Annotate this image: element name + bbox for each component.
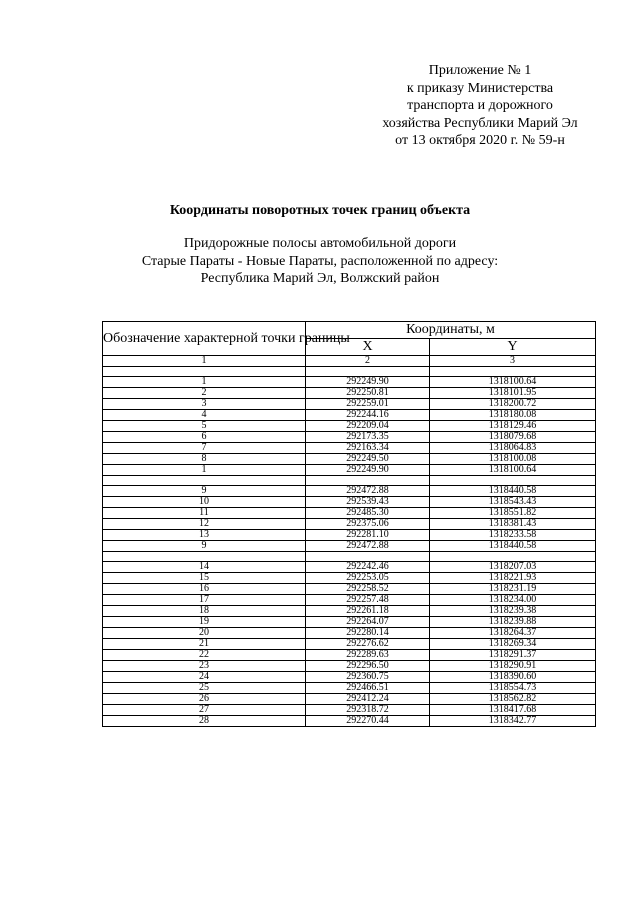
x-coordinate-cell: 292253.05 (306, 573, 430, 584)
point-number-cell: 4 (103, 410, 306, 421)
x-coordinate-cell: 292209.04 (306, 421, 430, 432)
table-row (103, 595, 596, 606)
point-number-cell: 9 (103, 541, 306, 552)
table-row (103, 497, 596, 508)
table-row (103, 716, 596, 727)
y-coordinate-cell: 1318440.58 (430, 541, 596, 552)
group-separator-row (103, 552, 596, 562)
table-row (103, 399, 596, 410)
point-number-cell: 26 (103, 694, 306, 705)
point-number-cell: 1 (103, 377, 306, 388)
separator-cell (306, 552, 430, 562)
point-number-cell: 1 (103, 465, 306, 476)
table-row (103, 432, 596, 443)
x-coordinate-cell: 292242.46 (306, 562, 430, 573)
separator-cell (306, 367, 430, 377)
x-coordinate-cell: 292472.88 (306, 541, 430, 552)
y-coordinate-cell: 1318342.77 (430, 716, 596, 727)
y-coordinate-cell: 1318290.91 (430, 661, 596, 672)
table-row (103, 584, 596, 595)
y-coordinate-cell: 1318264.37 (430, 628, 596, 639)
y-coordinate-cell: 1318180.08 (430, 410, 596, 421)
x-coordinate-cell: 292264.07 (306, 617, 430, 628)
point-number-cell: 17 (103, 595, 306, 606)
y-coordinate-cell: 1318381.43 (430, 519, 596, 530)
separator-cell (306, 476, 430, 486)
x-coordinate-cell: 292173.35 (306, 432, 430, 443)
coordinates-table (102, 321, 596, 727)
table-row (103, 443, 596, 454)
table-row (103, 530, 596, 541)
table-row (103, 465, 596, 476)
x-coordinate-cell: 292296.50 (306, 661, 430, 672)
table-row (103, 672, 596, 683)
x-coordinate-cell: 292360.75 (306, 672, 430, 683)
point-number-cell: 2 (103, 388, 306, 399)
separator-cell (103, 476, 306, 486)
point-number-cell: 6 (103, 432, 306, 443)
x-coordinate-cell: 292375.06 (306, 519, 430, 530)
point-number-cell: 15 (103, 573, 306, 584)
table-row (103, 410, 596, 421)
point-number-cell: 7 (103, 443, 306, 454)
appendix-line: хозяйства Республики Марий Эл (382, 115, 578, 131)
point-number-cell: 3 (103, 399, 306, 410)
table-row (103, 661, 596, 672)
point-number-cell: 20 (103, 628, 306, 639)
separator-cell (103, 552, 306, 562)
separator-cell (430, 476, 596, 486)
x-coordinate-cell: 292270.44 (306, 716, 430, 727)
x-coordinate-cell: 292318.72 (306, 705, 430, 716)
x-coordinate-cell: 292257.48 (306, 595, 430, 606)
point-number-cell: 11 (103, 508, 306, 519)
y-coordinate-cell: 1318129.46 (430, 421, 596, 432)
y-coordinate-cell: 1318551.82 (430, 508, 596, 519)
table-row (103, 573, 596, 584)
group-separator-row (103, 476, 596, 486)
x-coordinate-cell: 292276.62 (306, 639, 430, 650)
point-number-cell: 16 (103, 584, 306, 595)
table-row (103, 421, 596, 432)
point-number-cell: 27 (103, 705, 306, 716)
object-description (0, 235, 640, 288)
point-number-cell: 5 (103, 421, 306, 432)
appendix-note (330, 62, 630, 150)
subtitle-line: Придорожные полосы автомобильной дороги (183, 236, 457, 251)
table-row (103, 639, 596, 650)
x-column-header: X (306, 339, 430, 356)
y-coordinate-cell: 1318100.08 (430, 454, 596, 465)
appendix-line: транспорта и дорожного (407, 98, 553, 113)
y-coordinate-cell: 1318440.58 (430, 486, 596, 497)
y-coordinate-cell: 1318079.68 (430, 432, 596, 443)
y-coordinate-cell: 1318417.68 (430, 705, 596, 716)
table-row (103, 683, 596, 694)
table-row (103, 606, 596, 617)
point-number-cell: 12 (103, 519, 306, 530)
point-number-cell: 24 (103, 672, 306, 683)
y-coordinate-cell: 1318390.60 (430, 672, 596, 683)
subtitle-line: Старые Параты - Новые Параты, расположенной по адресу: (141, 253, 499, 269)
table-row (103, 486, 596, 497)
table-row (103, 617, 596, 628)
table-row (103, 628, 596, 639)
x-coordinate-cell: 292539.43 (306, 497, 430, 508)
point-number-cell: 22 (103, 650, 306, 661)
coordinates-column-header: Координаты, м (306, 322, 596, 339)
document-title: Координаты поворотных точек границ объекта (169, 203, 471, 218)
table-row (103, 541, 596, 552)
point-number-cell: 23 (103, 661, 306, 672)
x-coordinate-cell: 292249.50 (306, 454, 430, 465)
x-coordinate-cell: 292249.90 (306, 465, 430, 476)
y-coordinate-cell: 1318239.88 (430, 617, 596, 628)
point-number-cell: 9 (103, 486, 306, 497)
appendix-line: от 13 октября 2020 г. № 59-н (395, 133, 565, 148)
x-coordinate-cell: 292249.90 (306, 377, 430, 388)
point-number-cell: 8 (103, 454, 306, 465)
y-coordinate-cell: 1318231.19 (430, 584, 596, 595)
y-coordinate-cell: 1318234.00 (430, 595, 596, 606)
y-coordinate-cell: 1318100.64 (430, 377, 596, 388)
point-number-cell: 21 (103, 639, 306, 650)
y-coordinate-cell: 1318233.58 (430, 530, 596, 541)
point-number-cell: 18 (103, 606, 306, 617)
separator-cell (103, 367, 306, 377)
y-coordinate-cell: 1318101.95 (430, 388, 596, 399)
table-row (103, 388, 596, 399)
table-row (103, 705, 596, 716)
x-coordinate-cell: 292412.24 (306, 694, 430, 705)
y-coordinate-cell: 1318291.37 (430, 650, 596, 661)
table-row (103, 694, 596, 705)
y-coordinate-cell: 1318200.72 (430, 399, 596, 410)
separator-cell (430, 552, 596, 562)
x-coordinate-cell: 292250.81 (306, 388, 430, 399)
x-coordinate-cell: 292281.10 (306, 530, 430, 541)
x-coordinate-cell: 292163.34 (306, 443, 430, 454)
y-coordinate-cell: 1318221.93 (430, 573, 596, 584)
x-coordinate-cell: 292280.14 (306, 628, 430, 639)
table-body (103, 367, 596, 727)
y-coordinate-cell: 1318562.82 (430, 694, 596, 705)
subtitle-line: Республика Марий Эл, Волжский район (200, 271, 440, 286)
point-number-cell: 28 (103, 716, 306, 727)
y-coordinate-cell: 1318100.64 (430, 465, 596, 476)
table-row (103, 650, 596, 661)
appendix-line: Приложение № 1 (428, 63, 532, 78)
x-coordinate-cell: 292472.88 (306, 486, 430, 497)
x-coordinate-cell: 292485.30 (306, 508, 430, 519)
y-coordinate-cell: 1318239.38 (430, 606, 596, 617)
point-column-header: Обозначение характерной точки границы (103, 322, 306, 356)
y-coordinate-cell: 1318543.43 (430, 497, 596, 508)
y-coordinate-cell: 1318269.34 (430, 639, 596, 650)
appendix-line: к приказу Министерства (406, 80, 554, 96)
y-coordinate-cell: 1318064.83 (430, 443, 596, 454)
column-number: 2 (306, 356, 430, 367)
x-coordinate-cell: 292258.52 (306, 584, 430, 595)
point-number-cell: 14 (103, 562, 306, 573)
x-coordinate-cell: 292289.63 (306, 650, 430, 661)
point-number-cell: 19 (103, 617, 306, 628)
table-row (103, 562, 596, 573)
x-coordinate-cell: 292466.51 (306, 683, 430, 694)
table-row (103, 454, 596, 465)
table-row (103, 508, 596, 519)
point-number-cell: 25 (103, 683, 306, 694)
x-coordinate-cell: 292261.18 (306, 606, 430, 617)
table-row (103, 377, 596, 388)
column-number: 3 (430, 356, 596, 367)
point-number-cell: 13 (103, 530, 306, 541)
y-coordinate-cell: 1318207.03 (430, 562, 596, 573)
group-separator-row (103, 367, 596, 377)
separator-cell (430, 367, 596, 377)
column-number: 1 (103, 356, 306, 367)
table-row (103, 519, 596, 530)
y-column-header: Y (430, 339, 596, 356)
point-number-cell: 10 (103, 497, 306, 508)
x-coordinate-cell: 292244.16 (306, 410, 430, 421)
y-coordinate-cell: 1318554.73 (430, 683, 596, 694)
x-coordinate-cell: 292259.01 (306, 399, 430, 410)
